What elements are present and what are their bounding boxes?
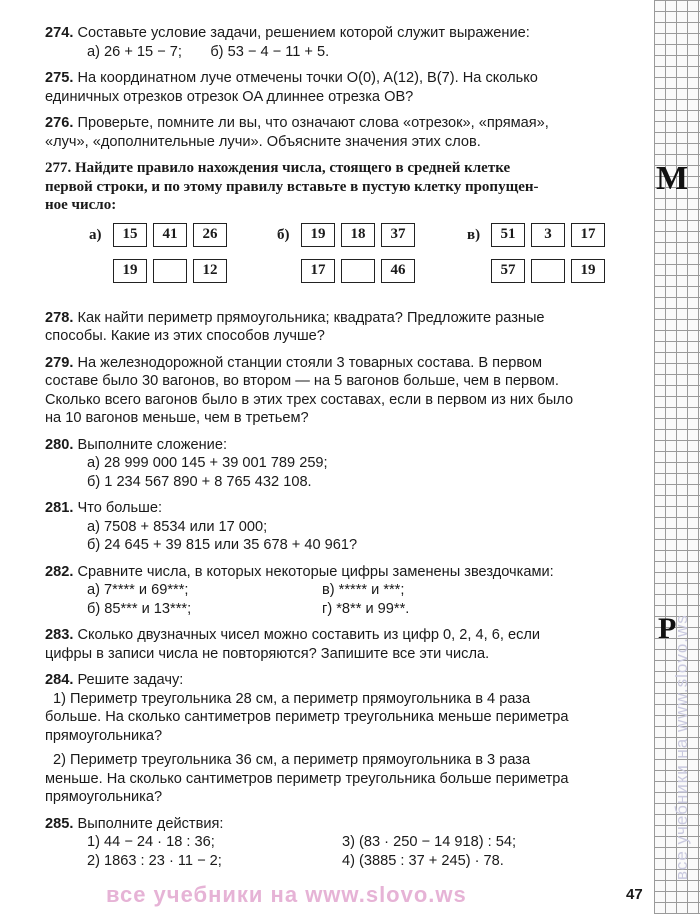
problem-280 [45, 436, 655, 492]
side-letter-m: М [656, 160, 689, 197]
problem-text: Составьте условие задачи, решением которой служит выражение: [77, 25, 530, 41]
option-b: б) 1 234 567 890 + 8 765 432 108. [87, 473, 312, 490]
number-cell: 15 [113, 223, 147, 247]
problem-276 [45, 114, 655, 151]
problem-283 [45, 626, 655, 663]
problem-text: Как найти периметр прямоугольника; квадрата? Предложите разные [77, 309, 545, 326]
problem-number: 278. [45, 309, 74, 326]
number-cell: 19 [301, 223, 335, 247]
option-a: а) 7508 + 8534 или 17 000; [87, 518, 268, 535]
number-cell: 19 [113, 259, 147, 283]
problem-text: первой строки, и по этому правилу вставьте в пустую клетку пропущен- [45, 178, 539, 195]
number-cell: 3 [531, 223, 565, 247]
group-label: а) [89, 226, 102, 243]
problem-277 [45, 159, 655, 215]
problem-text: составе было 30 вагонов, во втором — на 5 вагонов больше, чем в первом. [45, 373, 559, 389]
problem-text: Что больше: [77, 500, 163, 516]
number-puzzle [45, 223, 655, 295]
group-label: б) [277, 226, 290, 243]
problem-number: 281. [45, 500, 74, 516]
number-cell: 57 [491, 259, 525, 283]
vertical-watermark: все учебники на www.slovo.ws [672, 614, 691, 880]
problem-number: 280. [45, 436, 74, 453]
number-cell: 18 [341, 223, 375, 247]
problem-274 [45, 24, 655, 61]
number-cell: 17 [571, 223, 605, 247]
problem-text: На координатном луче отмечены точки O(0), A(12), B(7). На сколько [77, 70, 538, 86]
option-3: 3) (83 · 250 − 14 918) : 54; [342, 834, 517, 850]
number-cell: 51 [491, 223, 525, 247]
subtask-1: больше. На сколько сантиметров периметр треугольника меньше периметра [45, 709, 569, 725]
problems-column [45, 24, 655, 878]
problem-number: 274. [45, 25, 74, 41]
problem-text: Выполните сложение: [77, 436, 227, 453]
problem-text: Сколько двузначных чисел можно составить из цифр 0, 2, 4, 6, если [77, 627, 541, 643]
subtask-2: прямоугольника? [45, 789, 163, 805]
option-1: 1) 44 − 24 · 18 : 36; [87, 834, 215, 850]
subtask-2: меньше. На сколько сантиметров периметр треугольника больше периметра [45, 770, 569, 787]
problem-282 [45, 563, 655, 619]
side-letter-r: Р [658, 612, 677, 645]
option-b: б) 85*** и 13***; [87, 600, 192, 617]
option-2: 2) 1863 : 23 · 11 − 2; [87, 852, 222, 869]
option-b: б) 53 − 4 − 11 + 5. [210, 43, 330, 60]
problem-text: Сколько всего вагонов было в этих трех составах, если в первом из них было [45, 391, 574, 408]
problem-281 [45, 499, 655, 555]
number-cell: 19 [571, 259, 605, 283]
problem-279 [45, 354, 655, 428]
problem-text: Проверьте, помните ли вы, что означают слова «отрезок», «прямая», [77, 115, 549, 131]
option-g: г) *8** и 99**. [322, 600, 410, 617]
problem-285 [45, 815, 655, 871]
problem-text: цифры в записи числа не повторяются? Запишите все эти числа. [45, 645, 490, 662]
problem-number: 284. [45, 672, 74, 688]
option-4: 4) (3885 : 37 + 245) · 78. [342, 852, 504, 869]
problem-text: единичных отрезков отрезок OA длиннее отрезка OB? [45, 88, 414, 105]
problem-275 [45, 69, 655, 106]
problem-text: Решите задачу: [77, 672, 184, 688]
subtask-1: прямоугольника? [45, 727, 163, 744]
problem-text: «луч», «дополнительные лучи». Объясните значения этих слов. [45, 133, 481, 150]
problem-number: 283. [45, 627, 74, 643]
problem-278 [45, 309, 655, 346]
number-cell: 26 [193, 223, 227, 247]
problem-text: Сравните числа, в которых некоторые цифры заменены звездочками: [77, 563, 554, 580]
problem-text: Выполните действия: [77, 815, 224, 832]
problem-number: 279. [45, 354, 74, 371]
subtask-1: 1) Периметр треугольника 28 см, а периметр прямоугольника в 4 раза [53, 690, 531, 707]
problem-number: 275. [45, 70, 74, 86]
number-cell: 12 [193, 259, 227, 283]
option-a: а) 7**** и 69***; [87, 582, 189, 598]
empty-cell [531, 259, 565, 283]
problem-text: На железнодорожной станции стояли 3 товарных состава. В первом [77, 354, 543, 371]
subtask-2: 2) Периметр треугольника 36 см, а периметр прямоугольника в 3 раза [53, 752, 531, 768]
group-label: в) [467, 226, 481, 243]
empty-cell [341, 259, 375, 283]
option-b: б) 24 645 + 39 815 или 35 678 + 40 961? [87, 537, 358, 553]
problem-text: ное число: [45, 197, 117, 213]
problem-number: 285. [45, 815, 74, 832]
problem-number: 276. [45, 115, 74, 131]
option-a: а) 26 + 15 − 7; [87, 43, 182, 60]
problem-text: способы. Какие из этих способов лучше? [45, 328, 325, 344]
option-a: а) 28 999 000 145 + 39 001 789 259; [87, 455, 328, 471]
empty-cell [153, 259, 187, 283]
problem-number: 277. [45, 160, 72, 176]
number-cell: 46 [381, 259, 415, 283]
problem-text: Найдите правило нахождения числа, стоящего в средней клетке [75, 160, 511, 176]
page-number: 47 [626, 886, 643, 903]
problem-text: на 10 вагонов меньше, чем в третьем? [45, 410, 309, 426]
problem-number: 282. [45, 563, 74, 580]
footer-watermark: все учебники на www.slovo.ws [106, 882, 467, 907]
number-cell: 37 [381, 223, 415, 247]
problem-284 [45, 671, 655, 807]
number-cell: 17 [301, 259, 335, 283]
number-cell: 41 [153, 223, 187, 247]
option-v: в) ***** и ***; [322, 582, 405, 598]
